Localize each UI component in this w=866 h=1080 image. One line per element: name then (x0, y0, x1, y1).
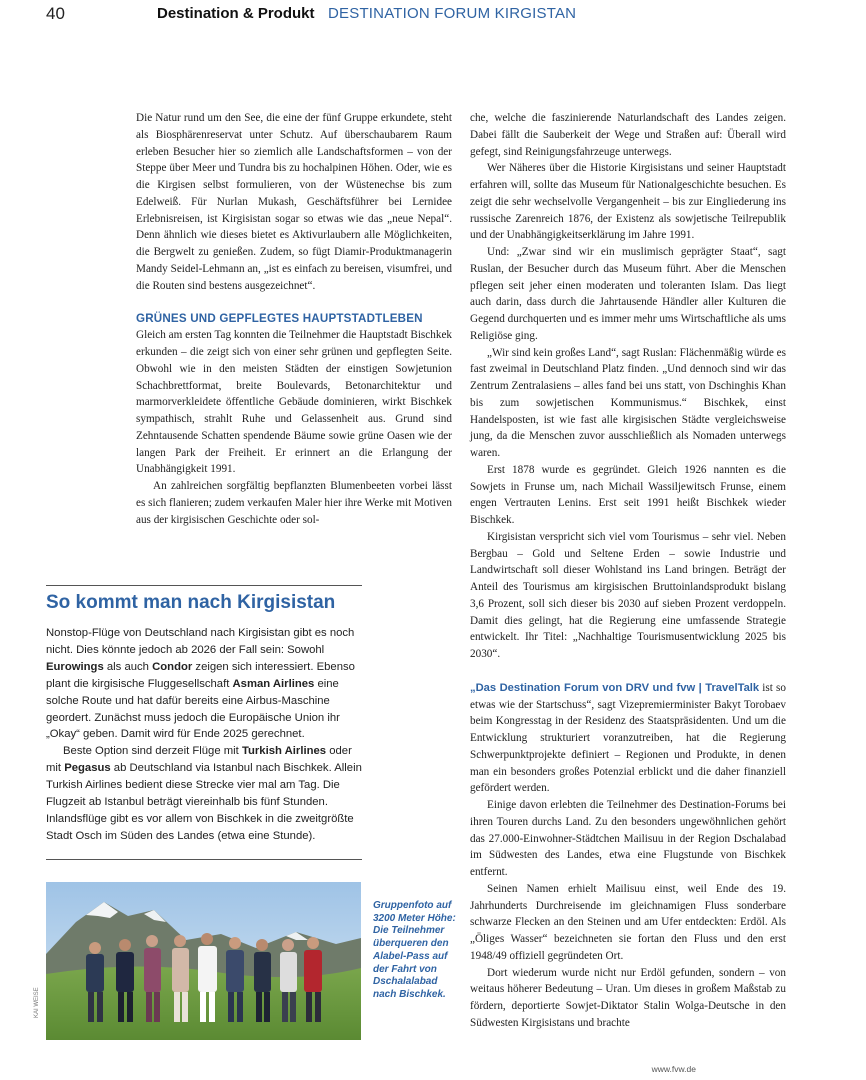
paragraph: Dort wiederum wurde nicht nur Erdöl gefunden, sondern – von weitaus höherer Bedeutung – Uran. Um dieses in großem Maßstab zu fördern, deportierte Sowjet-Diktator Stalin Wolga-Deutsche in den Südwesten Kirgisistans und brachte (470, 966, 786, 1029)
paragraph: Seinen Namen erhielt Mailisuu einst, weil Ende des 19. Jahrhunderts Durchreisende im gleichnamigen Fluss sonderbare schwarze Flecken an den Steinen und am Ufer entdeckten: Erdöl. Als „Öliges Wasser“ bezeichneten sie fortan den Fluss und den erst 1948/49 offiziell gegründeten Ort. (470, 882, 786, 962)
paragraph-gap (470, 663, 786, 680)
text: ab Deutschland via Istanbul nach Bischkek. Allein Turkish Airlines bedient diese Strecke vier mal am Tag. Die Flugzeit ab Istanbul beträgt viereinhalb bis fünf Stunden. Inlandsflüge gibt es vor allem von Bischkek in die zweitgrößte Stadt Osch im Süden des Landes (etwa eine Stunde). (46, 762, 362, 842)
paragraph-text: ist so etwas wie der Startschuss“, sagt Vizepremierminister Bakyt Torobaev beim Kongresstag in der Residenz des Staatspräsidenten. Und um die Entwicklung strukturiert voranzutreiben, hat die Regierung Schwerpunktprojekte definiert – Regionen und Produkte, in denen man ein besonders großes Potenzial erblickt und die daher finanziell gefördert werden. (470, 681, 786, 795)
airline-name: Condor (152, 660, 193, 673)
page-header (46, 4, 846, 26)
text: Nonstop-Flüge von Deutschland nach Kirgisistan gibt es noch nicht. Dies könnte jedoch ab 2026 der Fall sein: Sowohl (46, 627, 355, 656)
forum-title: DESTINATION FORUM KIRGISTAN (328, 5, 577, 22)
airline-name: Turkish Airlines (241, 745, 327, 758)
paragraph: che, welche die faszinierende Naturlandschaft des Landes zeigen. Dabei fällt die Sauberkeit der Wege und Straßen auf: Überall wird gefegt, sind Reinigungsfahrzeuge unterwegs. (470, 112, 786, 158)
paragraph: Einige davon erlebten die Teilnehmer des Destination-Forums bei ihren Touren durchs Land. Zu den besonders ungewöhnlichen gehört das 27.000-Einwohner-Städtchen Mailisuu in der Region Dschalabad im Südwesten des Landes, etwa eine Flugstunde von Bischkek entfernt. (470, 799, 786, 878)
text: Beste Option sind derzeit Flüge mit (63, 745, 242, 758)
travel-info-box (46, 585, 362, 860)
section-title: Destination & Produkt (157, 5, 315, 22)
text: zeigen sich interessiert. Ebenso plant die kirgisische Fluggesellschaft (46, 660, 355, 690)
paragraph: An zahlreichen sorgfältig bepflanzten Blumenbeeten vorbei lässt es sich flanieren; zudem verkaufen Maler hier ihre Werke mit Motiven aus der kirgisischen Geschichte oder sol- (136, 480, 452, 526)
paragraph: Erst 1878 wurde es gegründet. Gleich 1926 nannten es die Sowjets in Frunse um, nach Michail Wassiljewitsch Frunse, einem engen Vertrauten Lenins. Erst seit 1991 heißt Bischkek wieder Bischkek. (470, 463, 786, 526)
subheading: GRÜNES UND GEPFLEGTES HAUPTSTADTLEBEN (136, 312, 423, 326)
paragraph: Gleich am ersten Tag konnten die Teilnehmer die Hauptstadt Bischkek erkunden – die zeigt sich von einer sehr grünen und gepflegten Seite. Obwohl wie in den meisten Städten der einstigen Sowjetunion Schachbrettformat, breite Boulevards, Betonarchitektur und marmorverkleidete öffentliche Gebäude dominieren, wirkt Bischkek sympathisch, strahlt Ruhe und Gelassenheit aus. Grund sind Zehntausende Schatten spendende Bäume sowie grüne Oasen wie der langen Park der Freiheit. Er erinnert an die Erlangung der Unabhängigkeit 1991. (136, 329, 452, 476)
article-column-left (136, 110, 452, 528)
text: oder mit (46, 745, 352, 775)
photo-credit: KAI WEISE (34, 987, 40, 1018)
airline-name: Asman Airlines (232, 677, 315, 690)
infobox-title: So kommt man nach Kirgisistan (46, 592, 336, 613)
text: eine solche Route und hat dafür bereits eine Airbus-Maschine geordert. Zunächst muss jedoch die Europäische Union ihr „Okay“ geben. Damit wird für Ende 2025 gerechnet. (46, 677, 340, 741)
paragraph: Und: „Zwar sind wir ein muslimisch geprägter Staat“, sagt Ruslan, der Besucher durch das Museum führt. Aber die Menschen pflegen seit jeher einen moderaten und toleranten Islam. Das liegt auch darin, dass durch die Jahrtausende Händler aller Kulturen die Gegend durchquerten und es immer mehr ums Wirtschaftliche als ums Religiöse ging. (470, 246, 786, 342)
airline-name: Pegasus (64, 762, 111, 775)
paragraph: Die Natur rund um den See, die eine der fünf Gruppe erkundete, steht als Biosphärenreservat unter Schutz. Auf überschaubarem Raum erleben Besucher hier so ziemlich alle Landschaftsformen – von der Steppe über Meer und Tundra bis zu hochalpinen Höhen. Oder, wie es die Kirgisen selbst formulieren, von der Wüstenechse bis zum Edelweiß. Für Nurlan Mukash, Geschäftsführer bei Lernidee Erlebnisreisen, ist Kirgisistan sogar so etwas wie das „neue Nepal“. Denn ähnlich wie dieses bietet es Aktivurlaubern alle Möglichkeiten, die Bergwelt zu genießen. Zudem, so fügt Diamir-Produktmanagerin Mandy Seidel-Lehmann an, „ist es einfach zu bereisen, visumfrei, und die Routen sind bestens ausgezeichnet“. (136, 112, 452, 292)
text: als auch (103, 660, 153, 673)
infobox-paragraph (46, 743, 362, 844)
footer-url: www.fvw.de (651, 1064, 696, 1074)
paragraph: „Wir sind kein großes Land“, sagt Ruslan: Flächenmäßig würde es fast zweimal in Deutschland Platz finden. „Und dennoch sind wir das Zentrum Zentralasiens – alles fand bei uns statt, von Dschinghis Khan bis zum sowjetischen Kommunismus.“ Bischkek, einst Handelsposten, ist wie fast alle kirgisischen Städte vergleichsweise jung, da die Menschen zuvor ausschließlich als Nomaden unterwegs waren. (470, 346, 786, 459)
infobox-paragraph (46, 625, 362, 743)
paragraph (470, 680, 786, 797)
group-photo (46, 882, 361, 1040)
page-number: 40 (46, 4, 65, 23)
paragraph: Kirgisistan verspricht sich viel vom Tourismus – sehr viel. Neben Bergbau – Gold und Seltene Erden – sowie Industrie und Landwirtschaft soll dieser Wohlstand ins Land bringen. Beträgt der Anteil des Tourismus am kirgisischen Bruttoinlandsprodukt bislang 3,6 Prozent, soll sich dieser bis 2030 auf sieben Prozent verdoppeln. Damit dies gelingt, hat die Regierung eine umfassende Strategie entwickelt. Ihr Titel: „Nachhaltige Tourismusentwicklung 2025 bis 2030“. (470, 530, 786, 660)
article-column-right (470, 110, 786, 1032)
paragraph: Wer Näheres über die Historie Kirgisistans und seiner Hauptstadt erfahren will, sollte das Museum für Nationalgeschichte besuchen. Es zeigt die sehr wechselvolle Vergangenheit – bis zur Eingliederung ins russische Zarenreich 1876, der Existenz als sowjetische Teilrepublik und der Unabhängigkeitserklärung im Jahre 1991. (470, 162, 786, 242)
lead-in: „Das Destination Forum von DRV und fvw | TravelTalk (470, 681, 760, 694)
airline-name: Eurowings (46, 660, 104, 673)
photo-caption: Gruppenfoto auf 3200 Meter Höhe: Die Teilnehmer überqueren den Alabel-Pass auf der Fahrt von Dschalalabad nach Bischkek. (373, 900, 456, 1000)
